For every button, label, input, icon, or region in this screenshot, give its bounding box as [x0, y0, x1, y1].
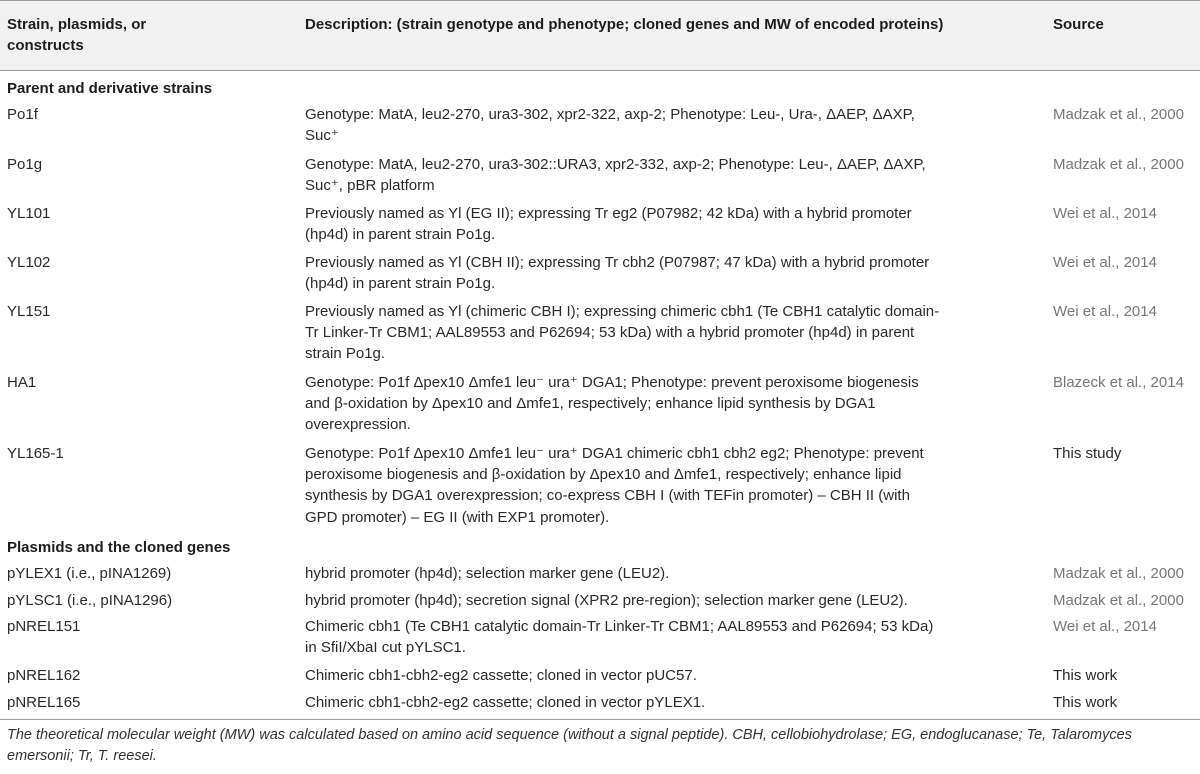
row-description: Previously named as Yl (CBH II); expressing Tr cbh2 (P07987; 47 kDa) with a hybrid promoter (hp4d) in parent strain Po1g. [305, 254, 930, 293]
row-description: Previously named as Yl (EG II); expressing Tr eg2 (P07982; 42 kDa) with a hybrid promoter (hp4d) in parent strain Po1g. [305, 205, 912, 244]
row-description: Genotype: MatA, leu2-270, ura3-302, xpr2-322, axp-2; Phenotype: Leu-, Ura-, ΔAEP, ΔAXP, Suc⁺ [305, 106, 915, 145]
row-source: Wei et al., 2014 [1053, 205, 1157, 222]
section-title: Plasmids and the cloned genes [7, 539, 231, 556]
row-source: This work [1053, 667, 1118, 684]
row-description: Previously named as Yl (chimeric CBH I); expressing chimeric cbh1 (Te CBH1 catalytic domain-Tr Linker-Tr CBM1; AAL89553 and P62694; 53 kDa) with a hybrid promoter (hp4d) in parent strain Po1g. [305, 303, 940, 363]
row-name: pNREL151 [7, 618, 81, 635]
header-rule [0, 70, 1200, 71]
row-name: YL165-1 [7, 445, 64, 462]
row-name: pYLEX1 (i.e., pINA1269) [7, 565, 172, 582]
row-source: Wei et al., 2014 [1053, 254, 1157, 271]
row-description: Chimeric cbh1 (Te CBH1 catalytic domain-Tr Linker-Tr CBM1; AAL89553 and P62694; 53 kDa) in SfiI/XbaI cut pYLSC1. [305, 618, 934, 657]
table-footnote: The theoretical molecular weight (MW) was calculated based on amino acid sequence (without a signal peptide). CBH, cellobiohydrolase; EG, endoglucanase; Te, Talaromyces emersonii; Tr, T. reesei. [7, 727, 1132, 764]
row-name: Po1g [7, 156, 43, 173]
section-title: Parent and derivative strains [7, 80, 213, 97]
row-description: Genotype: MatA, leu2-270, ura3-302::URA3, xpr2-332, axp-2; Phenotype: Leu-, ΔAEP, ΔAXP, Suc⁺, pBR platform [305, 156, 926, 195]
row-description: Genotype: Po1f Δpex10 Δmfe1 leu⁻ ura⁺ DGA1; Phenotype: prevent peroxisome biogenesis and β-oxidation by Δpex10 and Δmfe1, respectively; enhance lipid synthesis by DGA1 overexpression. [305, 374, 919, 434]
row-source: This work [1053, 694, 1118, 711]
row-source: Madzak et al., 2000 [1053, 156, 1184, 173]
row-source: Blazeck et al., 2014 [1053, 374, 1184, 391]
row-source: Wei et al., 2014 [1053, 618, 1157, 635]
row-description: Genotype: Po1f Δpex10 Δmfe1 leu⁻ ura⁺ DGA1 chimeric cbh1 cbh2 eg2; Phenotype: prevent peroxisome biogenesis and β-oxidation by Δpex10 and Δmfe1, respectively; enhance lipid synthesis by DGA1 overexpression; co-express CBH I (with TEFin promoter) – CBH II (with GPD promoter) – EG II (with EXP1 promoter). [305, 445, 924, 526]
top-rule [0, 0, 1200, 1]
row-name: pYLSC1 (i.e., pINA1296) [7, 592, 173, 609]
row-source: Madzak et al., 2000 [1053, 592, 1184, 609]
bottom-rule [0, 719, 1200, 720]
row-description: hybrid promoter (hp4d); secretion signal (XPR2 pre-region); selection marker gene (LEU2). [305, 592, 908, 609]
row-name: YL151 [7, 303, 51, 320]
row-name: Po1f [7, 106, 38, 123]
row-name: YL101 [7, 205, 51, 222]
header-description: Description: (strain genotype and phenotype; cloned genes and MW of encoded proteins) [305, 16, 944, 33]
row-description: Chimeric cbh1-cbh2-eg2 cassette; cloned in vector pUC57. [305, 667, 697, 684]
header-strain: Strain, plasmids, or constructs [7, 16, 147, 54]
row-name: pNREL162 [7, 667, 81, 684]
row-source: This study [1053, 445, 1122, 462]
row-name: pNREL165 [7, 694, 81, 711]
row-name: HA1 [7, 374, 37, 391]
row-description: hybrid promoter (hp4d); selection marker gene (LEU2). [305, 565, 670, 582]
row-source: Wei et al., 2014 [1053, 303, 1157, 320]
header-source: Source [1053, 16, 1104, 33]
row-source: Madzak et al., 2000 [1053, 106, 1184, 123]
row-source: Madzak et al., 2000 [1053, 565, 1184, 582]
row-description: Chimeric cbh1-cbh2-eg2 cassette; cloned in vector pYLEX1. [305, 694, 706, 711]
row-name: YL102 [7, 254, 51, 271]
